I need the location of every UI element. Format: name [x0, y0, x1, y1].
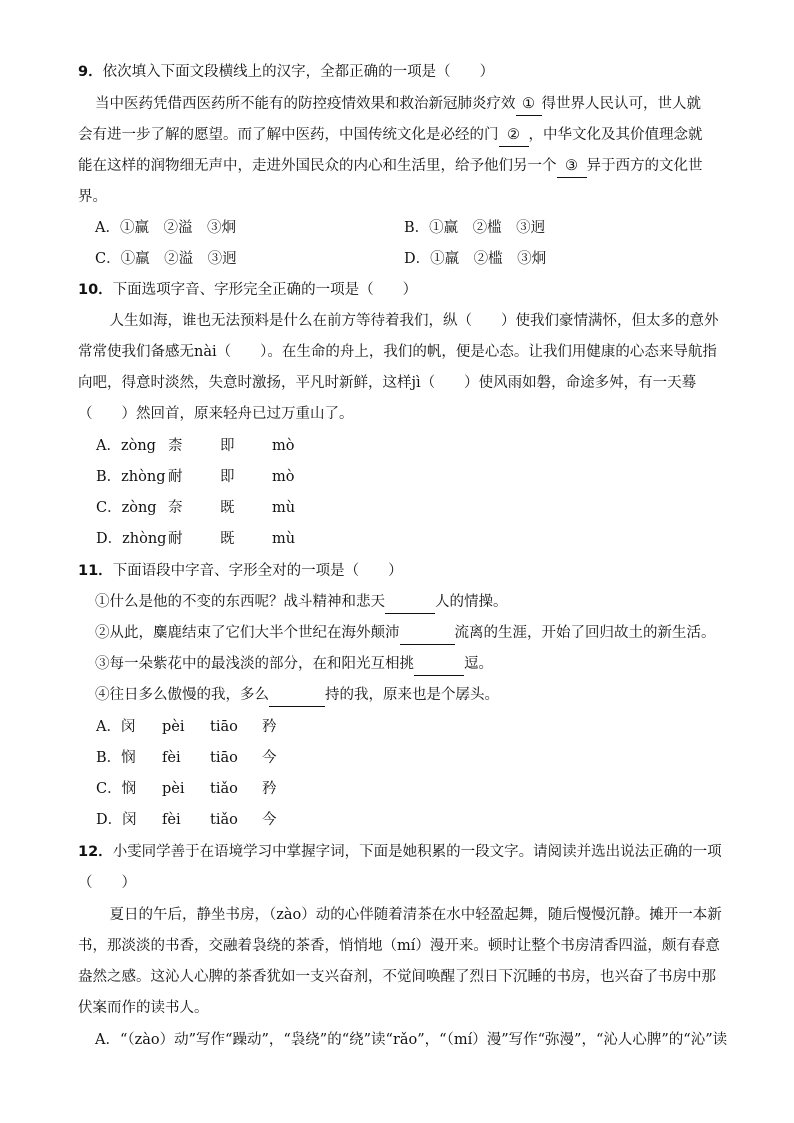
option-cell: 既 [220, 500, 235, 516]
option-cell: 柰 [168, 438, 183, 454]
q9-text: 会有进一步了解的愿望。而了解中医药，中国传统文化是必经的门 [78, 127, 499, 143]
q10-passage-line-2: 常常使我们备感无nài（ ）。在生命的舟上，我们的帆，便是心态。让我们用健康的心态来导航指 [78, 344, 717, 360]
q9-number: 9． [78, 64, 103, 80]
q9-text: 异于西方的文化世 [586, 158, 703, 174]
option-cell: D．闵 [96, 812, 137, 828]
q10-option-a [96, 435, 294, 457]
option-cell: 既 [220, 531, 235, 547]
q11-option-b [96, 747, 277, 769]
q12-passage-line-1: 夏日的午后，静坐书房，（zào）动的心伴随着清茶在水中轻盈起舞，随后慢慢沉静。摊开一本新 [95, 907, 722, 923]
q12-option-a: A．“（zào）动”写作“躁动”，“袅绕”的“绕”读“rǎo”，“（mí）漫”写作“弥漫”，“沁人心脾”的“沁”读 [95, 1032, 728, 1048]
q9-stem: 依次填入下面文段横线上的汉字，全都正确的一项是（ ） [102, 64, 495, 80]
q11-option-c [96, 778, 277, 800]
q11-blank-1 [385, 591, 435, 614]
q9-text: 能在这样的润物细无声中，走进外国民众的内心和生活里，给予他们另一个 [78, 158, 557, 174]
option-cell: tiǎo [210, 812, 238, 828]
option-cell: C．zòng [96, 500, 157, 516]
q11-text: 人的情操。 [435, 594, 508, 610]
option-cell: B．zhòng [96, 469, 166, 485]
q9-text: 得世界人民认可，世人就 [541, 96, 701, 112]
q9-blank-2: ② [499, 124, 529, 147]
option-cell: mù [272, 531, 296, 547]
q10-number: 10． [78, 282, 113, 298]
option-cell: tiāo [210, 719, 238, 735]
option-cell: fèi [162, 812, 181, 828]
q12-number: 12． [78, 844, 113, 860]
q11-stem: 下面语段中字音、字形全对的一项是（ ） [112, 563, 403, 579]
q10-stem-line [78, 279, 417, 301]
option-cell: C．悯 [96, 781, 137, 797]
option-cell: 即 [220, 438, 235, 454]
q9-blank-3: ③ [557, 155, 587, 178]
q9-passage-line-1 [95, 93, 701, 116]
option-cell: D．zhòng [96, 531, 167, 547]
q12-stem-line-2: （ ） [78, 875, 136, 891]
q12-passage-line-2: 书，那淡淡的书香，交融着袅绕的茶香，悄悄地（mí）漫开来。顿时让整个书房清香四溢，颇有春意 [78, 938, 720, 954]
option-cell: tiǎo [210, 781, 238, 797]
q9-text: ，中华文化及其价值理念就 [528, 127, 703, 143]
option-cell: mò [272, 438, 295, 454]
q11-number: 11． [78, 563, 113, 579]
q11-text: ④往日多么傲慢的我，多么 [95, 687, 269, 703]
q12-passage-line-3: 盎然之感。这沁人心脾的茶香犹如一支兴奋剂，不觉间唤醒了烈日下沉睡的书房，也兴奋了书房中那 [78, 969, 716, 985]
q10-stem: 下面选项字音、字形完全正确的一项是（ ） [112, 282, 418, 298]
option-cell: pèi [162, 719, 185, 735]
q11-text: ③每一朵紫花中的最浅淡的部分，在和阳光互相挑 [95, 656, 414, 672]
q9-passage-line-2 [78, 124, 703, 147]
option-cell: A．闵 [96, 719, 136, 735]
q11-blank-3 [414, 653, 464, 676]
option-cell: 今 [262, 812, 277, 828]
q11-text: ②从此，麋鹿结束了它们大半个世纪在海外颠沛 [95, 625, 400, 641]
option-cell: 即 [220, 469, 235, 485]
q12-passage-line-4: 伏案而作的读书人。 [78, 1000, 209, 1016]
q10-passage-line-4: （ ）然回首，原来轻舟已过万重山了。 [78, 406, 354, 422]
q12-stem-line [78, 841, 722, 863]
option-cell: A．zòng [96, 438, 156, 454]
q11-sentence-3 [95, 653, 493, 676]
option-cell: pèi [162, 781, 185, 797]
q11-text: 逗。 [464, 656, 493, 672]
q9-option-a: A．①赢 ②溢 ③炯 [95, 220, 236, 236]
q10-option-b [96, 466, 294, 488]
option-cell: 耐 [168, 531, 183, 547]
q12-stem: 小雯同学善于在语境学习中掌握字词，下面是她积累的一段文字。请阅读并选出说法正确的一项 [112, 844, 722, 860]
q9-text: 当中医药凭借西医药所不能有的防控疫情效果和救治新冠肺炎疗效 [95, 96, 516, 112]
q9-blank-1: ① [516, 93, 542, 116]
option-cell: fèi [162, 750, 181, 766]
q9-option-c: C．①羸 ②溢 ③迥 [95, 251, 237, 267]
q9-option-d: D．①羸 ②槛 ③炯 [404, 251, 547, 267]
q11-sentence-1 [95, 591, 508, 614]
q11-sentence-4 [95, 684, 499, 707]
q11-option-d [96, 809, 277, 831]
q11-text: 持的我，原来也是个孱头。 [325, 687, 499, 703]
q10-passage-line-3: 向吧，得意时淡然，失意时激扬，平凡时新鲜，这样jì（ ）使风雨如磐，命途多舛，有一天蓦 [78, 375, 697, 391]
q10-option-c [96, 497, 295, 519]
q10-option-d [96, 528, 295, 550]
q11-sentence-2 [95, 622, 716, 645]
option-cell: 矜 [262, 719, 277, 735]
q11-text: 流离的生涯，开始了回归故土的新生活。 [454, 625, 716, 641]
option-cell: 今 [262, 750, 277, 766]
option-cell: 耐 [168, 469, 183, 485]
option-cell: mù [272, 500, 296, 516]
option-cell: mò [272, 469, 295, 485]
q10-passage-line-1: 人生如海，谁也无法预料是什么在前方等待着我们，纵（ ）使我们豪情满怀，但太多的意外 [95, 313, 719, 329]
q9-passage-line-4: 界。 [78, 189, 107, 205]
q11-blank-4 [269, 684, 325, 707]
q11-blank-2 [400, 622, 455, 645]
option-cell: tiāo [210, 750, 238, 766]
option-cell: B．悯 [96, 750, 136, 766]
q9-passage-line-3 [78, 155, 703, 178]
option-cell: 矜 [262, 781, 277, 797]
q9-stem-line [78, 61, 494, 83]
option-cell: 奈 [168, 500, 183, 516]
q11-text: ①什么是他的不变的东西呢？战斗精神和悲天 [95, 594, 385, 610]
q11-option-a [96, 716, 277, 738]
q9-option-b: B．①赢 ②槛 ③迥 [404, 220, 546, 236]
q11-stem-line [78, 560, 403, 582]
